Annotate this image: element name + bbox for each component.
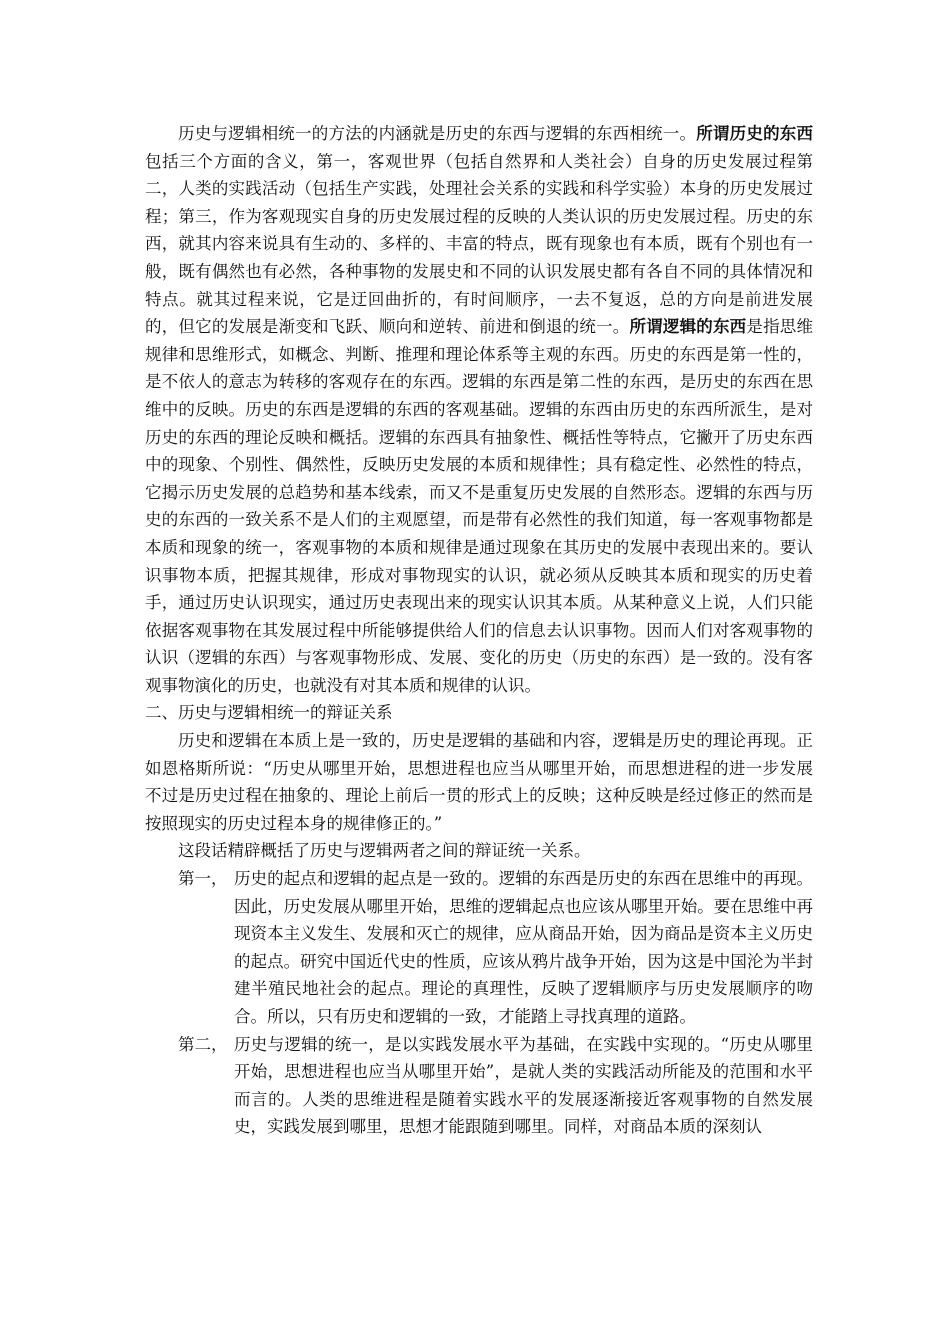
history-definition: 包括三个方面的含义，第一，客观世界（包括自然界和人类社会）自身的历史发展过程第二，人类的实践活动（包括生产实践，处理社会关系的实践和科学实验）本身的历史发展过程；第三，作为客观现实自身的历史发展过程的反映的人类认识的历史发展过程。历史的东西，就其内容来说具有生动的、多样的、丰富的特点，既有现象也有本质，既有个别也有一般，既有偶然也有必然，各种事物的发展史和不同的认识发展史都有各自不同的具体情况和特点。就其过程来说，它是迂回曲折的，有时间顺序，一去不复返，总的方向是前进发展的，但它的发展是渐变和飞跃、顺向和逆转、前进和倒退的统一。 — [145, 151, 813, 337]
term-history: 所谓历史的东西 — [696, 124, 814, 143]
paragraph-summary: 这段话精辟概括了历史与逻辑两者之间的辩证统一关系。 — [178, 841, 591, 861]
term-logic: 所谓逻辑的东西 — [629, 317, 747, 337]
list-item — [145, 1031, 813, 1141]
intro-text: 历史与逻辑相统一的方法的内涵就是历史的东西与逻辑的东西相统一。 — [178, 124, 697, 143]
paragraph-engels-quote: 历史和逻辑在本质上是一致的，历史是逻辑的基础和内容，逻辑是历史的理论再现。正如恩格斯所说：“历史从哪里开始，思想进程也应当从哪里开始，而思想进程的进一步发展不过是历史过程在抽象的、理论上前后一贯的形式上的反映；这种反映是经过修正的然而是按照现实的历史过程本身的规律修正的。” — [145, 731, 813, 833]
list-item-label: 第二， — [178, 1034, 228, 1054]
list-item — [145, 865, 813, 1031]
logic-definition: 是指思维规律和思维形式，如概念、判断、推理和理论体系等主观的东西。历史的东西是第一性的，是不依人的意志为转移的客观存在的东西。逻辑的东西是第二性的东西，是历史的东西在思维中的反映。历史的东西是逻辑的东西的客观基础。逻辑的东西由历史的东西所派生，是对历史的东西的理论反映和概括。逻辑的东西具有抽象性、概括性等特点，它撇开了历史东西中的现象、个别性、偶然性，反映历史发展的本质和规律性；具有稳定性、必然性的特点，它揭示历史发展的总趋势和基本线索，而又不是重复历史发展的自然形态。逻辑的东西与历史的东西的一致关系不是人们的主观愿望，而是带有必然性的我们知道，每一客观事物都是本质和现象的统一，客观事物的本质和规律是通过现象在其历史的发展中表现出来的。要认识事物本质，把握其规律，形成对事物现实的认识，就必须从反映其本质和现实的历史着手，通过历史认识现实，通过历史表现出来的现实认识其本质。从某种意义上说，人们只能依据客观事物在其发展过程中所能够提供给人们的信息去认识事物。因而人们对客观事物的认识（逻辑的东西）与客观事物形成、发展、变化的历史（历史的东西）是一致的。没有客观事物演化的历史，也就没有对其本质和规律的认识。 — [145, 317, 814, 695]
paragraph-definitions — [145, 120, 813, 699]
document-page — [145, 120, 813, 1141]
list-item-label: 第一， — [178, 869, 228, 889]
list-item-text: 历史与逻辑的统一，是以实践发展水平为基础，在实践中实现的。“历史从哪里开始，思想进程也应当从哪里开始”，是就人类的实践活动所能及的范围和水平而言的。人类的思维进程是随着实践水平的发展逐渐接近客观事物的自然发展史，实践发展到哪里，思想才能跟随到哪里。同样，对商品本质的深刻认 — [234, 1034, 813, 1137]
section-heading: 二、历史与逻辑相统一的辩证关系 — [145, 703, 393, 723]
list-item-text: 历史的起点和逻辑的起点是一致的。逻辑的东西是历史的东西在思维中的再现。因此，历史发展从哪里开始，思维的逻辑起点也应该从哪里开始。要在思维中再现资本主义发生、发展和灭亡的规律，应从商品开始，因为商品是资本主义历史的起点。研究中国近代史的性质，应该从鸦片战争开始，因为这是中国沦为半封建半殖民地社会的起点。理论的真理性，反映了逻辑顺序与历史发展顺序的吻合。所以，只有历史和逻辑的一致，才能踏上寻找真理的道路。 — [234, 869, 813, 1026]
